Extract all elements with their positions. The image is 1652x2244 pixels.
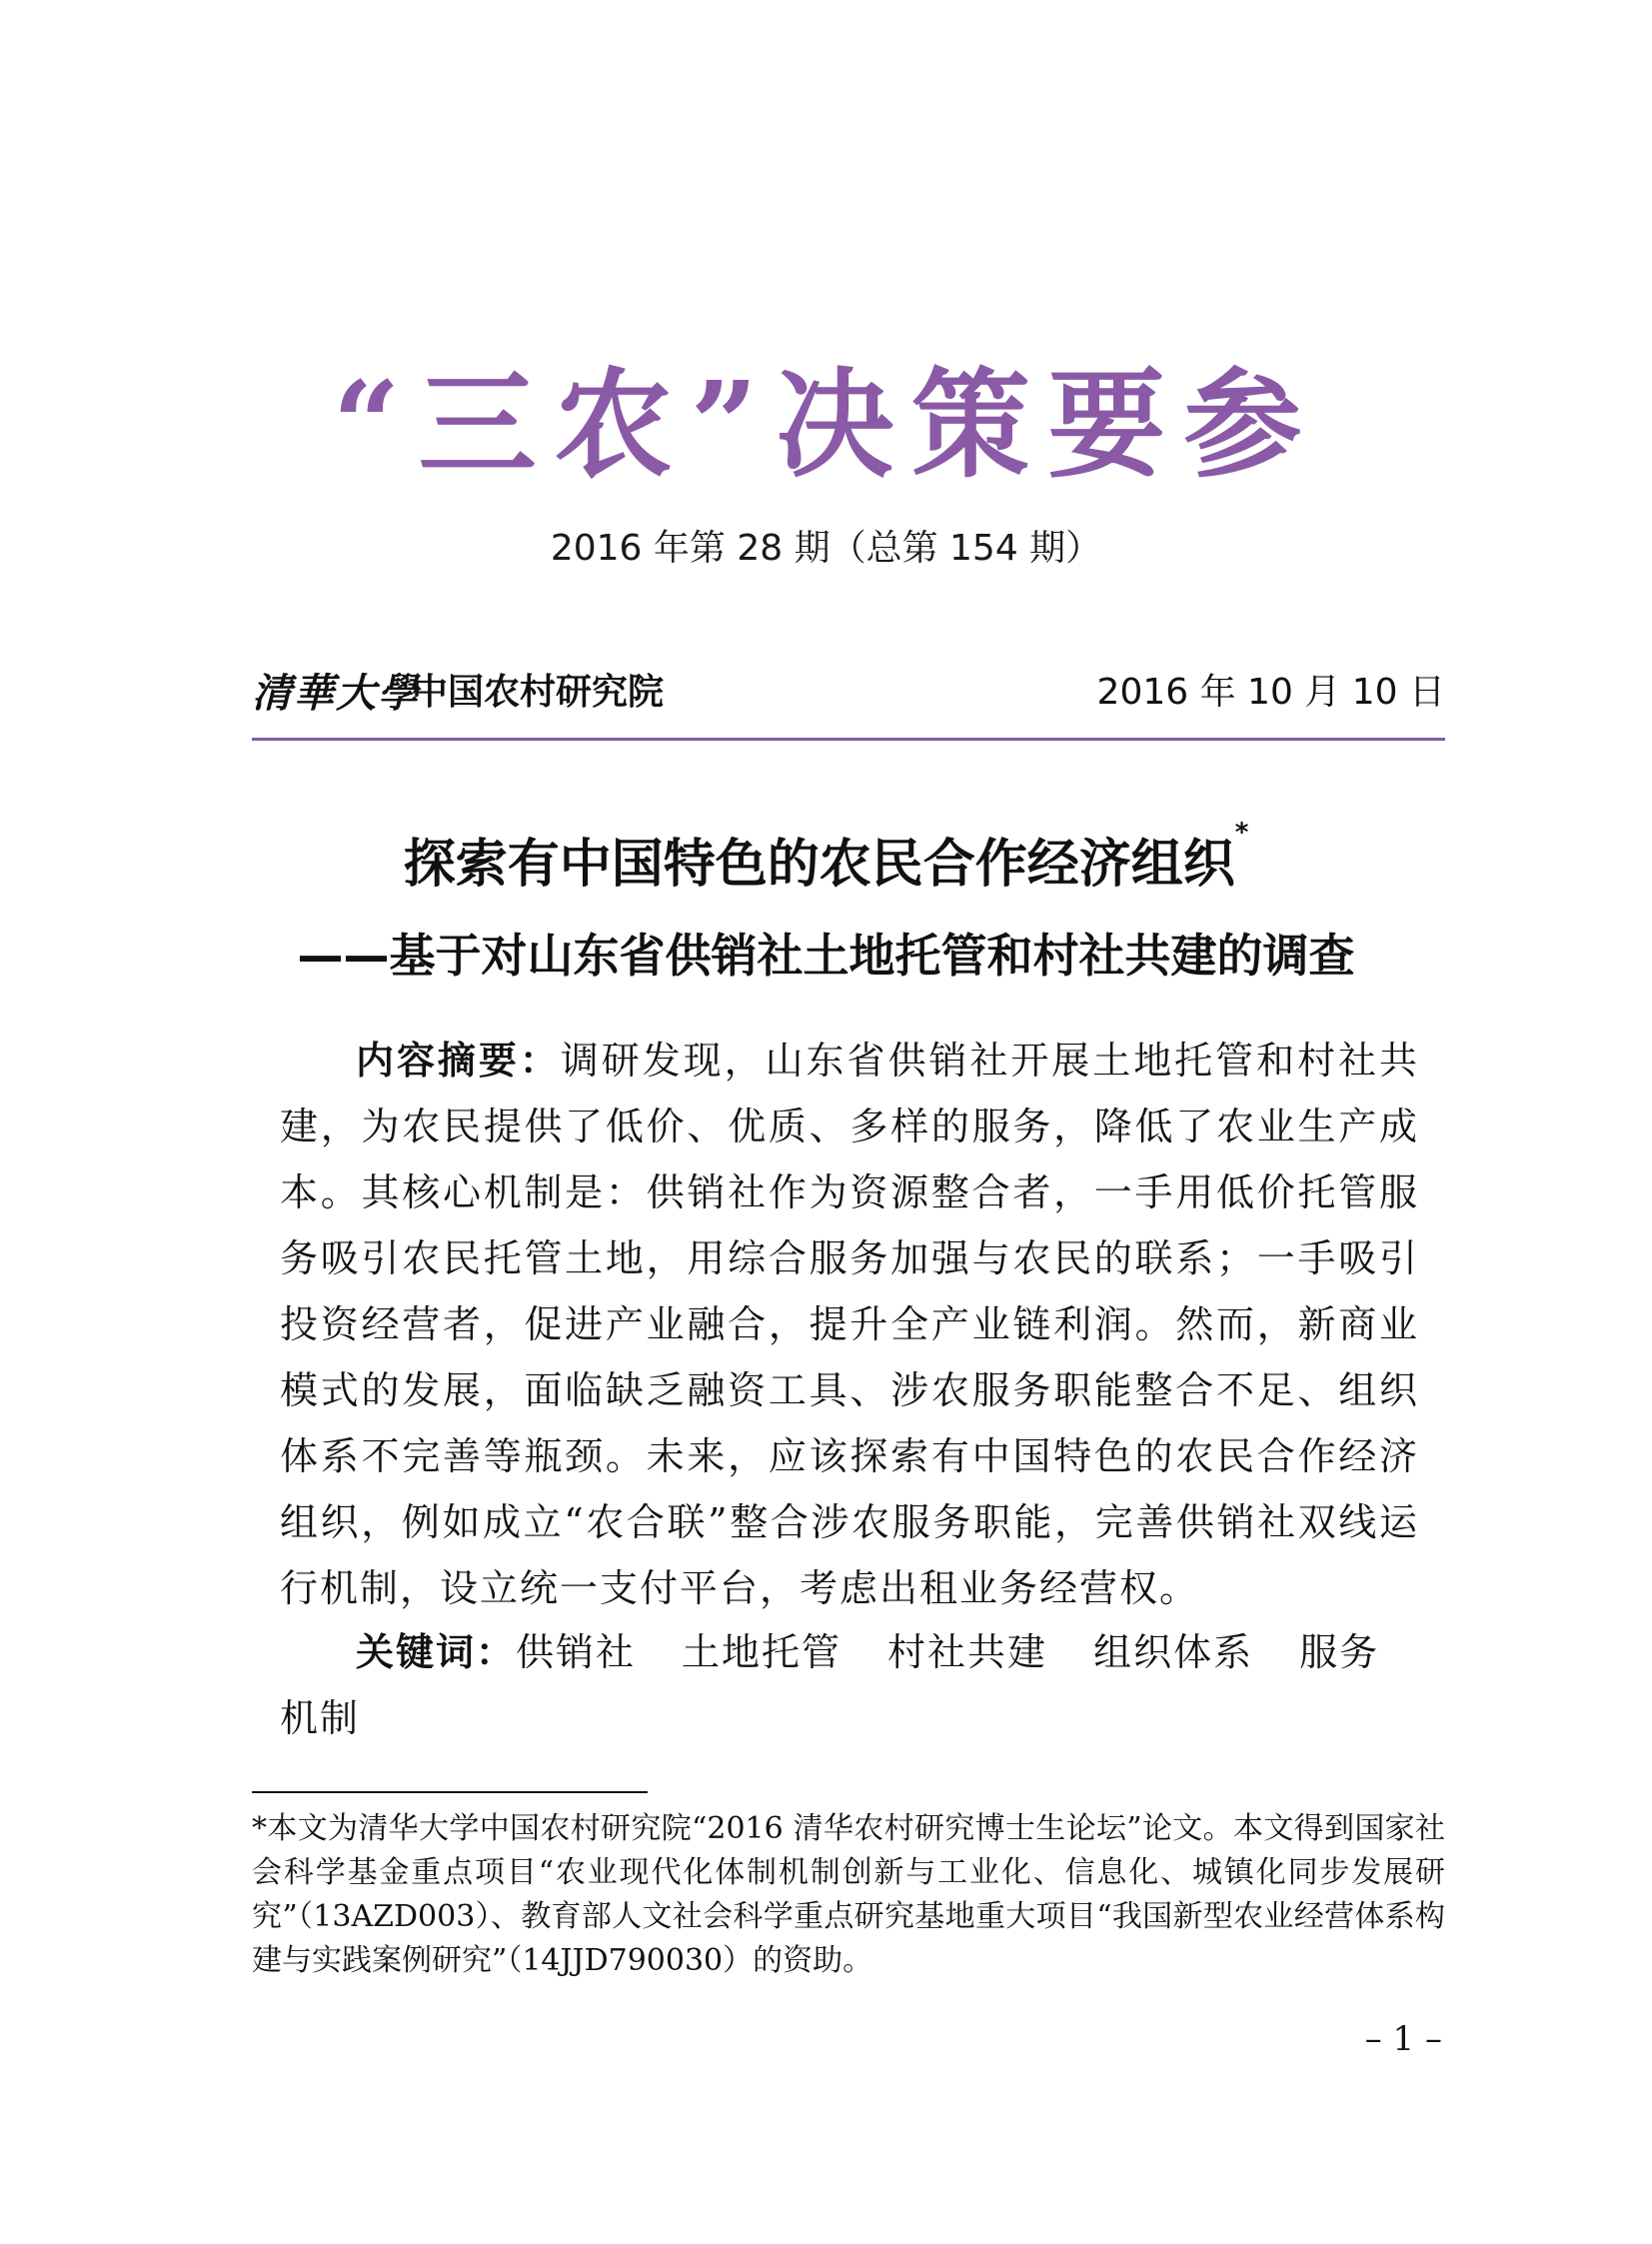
header-divider bbox=[252, 738, 1445, 741]
keywords-paragraph bbox=[280, 1619, 1419, 1751]
institution-name: 中国农村研究院 bbox=[412, 671, 665, 713]
masthead-title: “三农”决策要参 bbox=[332, 355, 1320, 494]
footnote-marker: * bbox=[1234, 818, 1249, 848]
university-logo: 清華大學 bbox=[252, 670, 420, 717]
keyword: 土地托管 bbox=[682, 1630, 842, 1674]
article-subtitle: ——基于对山东省供销社土地托管和村社共建的调查 bbox=[297, 929, 1355, 983]
page-number: – 1 – bbox=[1364, 2019, 1442, 2059]
footnote-divider bbox=[252, 1791, 648, 1793]
institution-header bbox=[252, 660, 1445, 716]
article-title-text: 探索有中国特色的农民合作经济组织 bbox=[403, 835, 1235, 895]
article-title bbox=[0, 818, 1652, 897]
abstract-text: 调研发现，山东省供销社开展土地托管和村社共建，为农民提供了低价、优质、多样的服务，降低了农业生产成本。其核心机制是：供销社作为资源整合者，一手用低价托管服务吸引农民托管土地，用综合服务加强与农民的联系；一手吸引投资经营者，促进产业融合，提升全产业链利润。然而，新商业模式的发展，面临缺乏融资工具、涉农服务职能整合不足、组织体系不完善等瓶颈。未来，应该探索有中国特色的农民合作经济组织，例如成立“农合联”整合涉农服务职能，完善供销社双线运行机制，设立统一支付平台，考虑出租业务经营权。 bbox=[280, 1039, 1419, 1610]
abstract-label: 内容摘要： bbox=[356, 1039, 561, 1083]
publication-date: 2016 年 10 月 10 日 bbox=[1096, 672, 1445, 713]
keyword: 供销社 bbox=[516, 1630, 637, 1674]
footnote: *本文为清华大学中国农村研究院“2016 清华农村研究博士生论坛”论文。本文得到国家社会科学基金重点项目“农业现代化体制机制创新与工业化、信息化、城镇化同步发展研究”（13AZD003）、教育部人文社会科学重点研究基地重大项目“我国新型农业经营体系构建与实践案例研究”（14JJD790030）的资助。 bbox=[252, 1811, 1445, 1978]
keyword: 村社共建 bbox=[887, 1630, 1048, 1674]
keyword: 服务机制 bbox=[280, 1630, 1380, 1740]
abstract-paragraph bbox=[280, 1028, 1419, 1621]
keywords-label: 关键词： bbox=[356, 1630, 517, 1674]
issue-number: 2016 年第 28 期（总第 154 期） bbox=[550, 528, 1102, 569]
keyword: 组织体系 bbox=[1093, 1630, 1254, 1674]
